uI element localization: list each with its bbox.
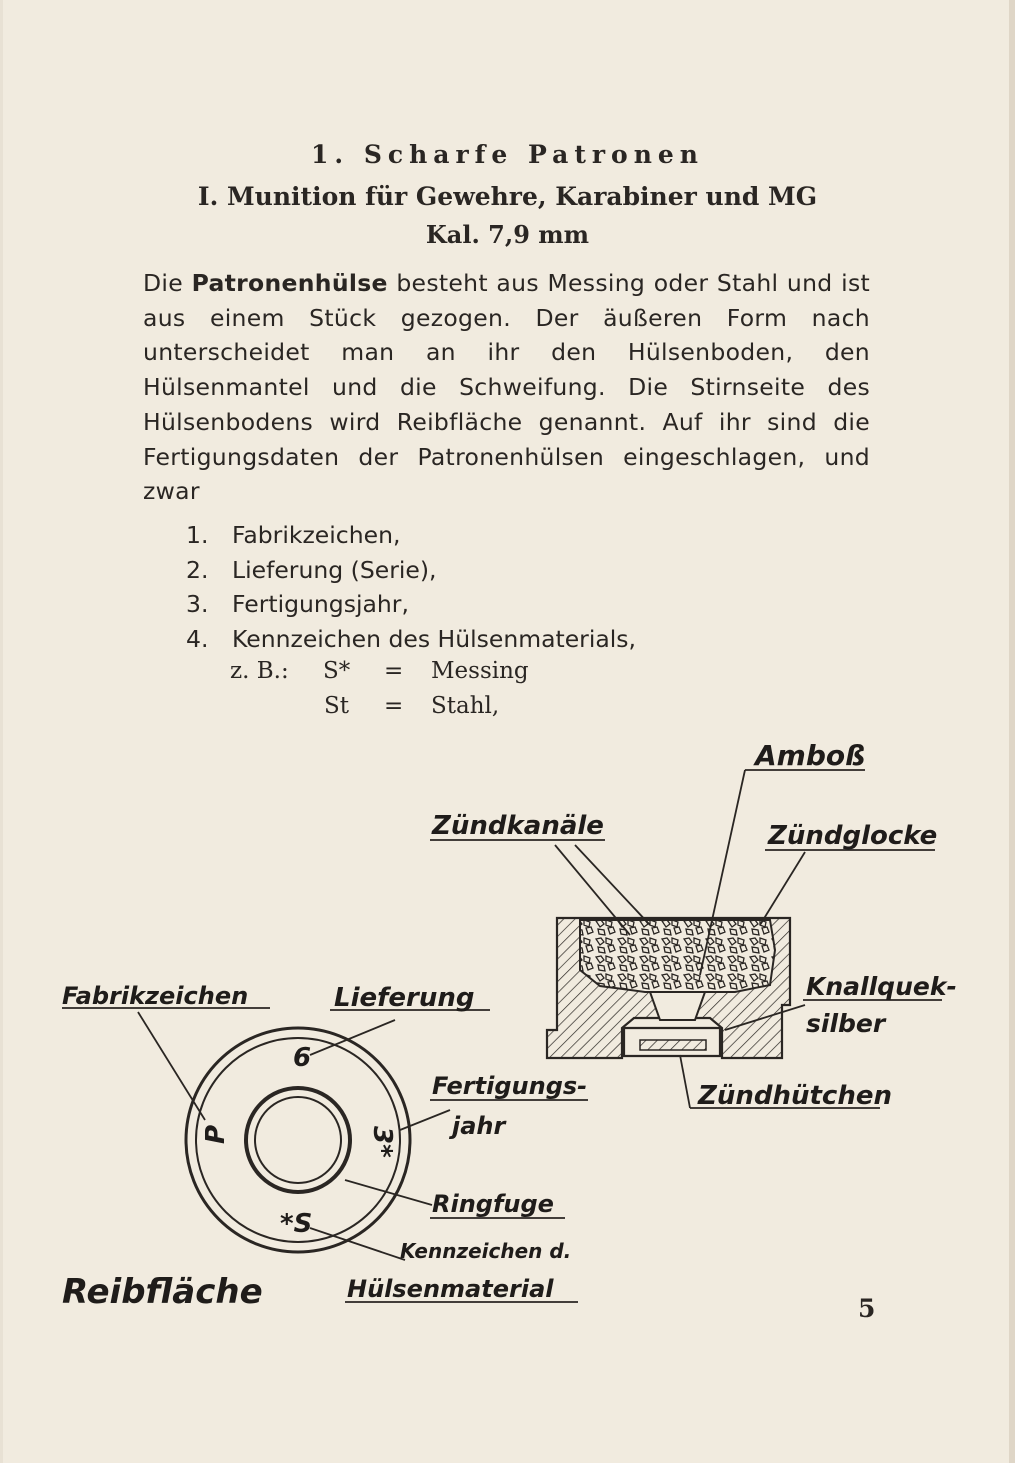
example-equals: = [384,658,404,684]
list-item [186,587,636,622]
label-reibflaeche: Reibfläche [62,1272,263,1312]
label-fertigungsjahr: Fertigungs- [432,1072,588,1100]
list-number: 3. [186,590,209,619]
stamp-fabrik: P [201,1124,231,1144]
primer-section-diagram [547,918,790,1058]
list-text: Fertigungsjahr, [232,590,409,619]
label-ringfuge: Ringfuge [432,1190,554,1218]
label-lieferung: Lieferung [334,983,475,1013]
label-zuendglocke: Zündglocke [768,821,938,851]
case-head-face [186,1028,410,1252]
label-zuendkanaele: Zündkanäle [432,811,604,841]
example-meaning: Messing [431,658,529,684]
list-text: Fabrikzeichen, [232,521,401,549]
page-title: I. Munition für Gewehre, Karabiner und MG [197,182,818,211]
mercury-fulminate [640,1040,706,1050]
label-huelsenmaterial: Hülsenmaterial [347,1275,554,1303]
section-heading: 1. Scharfe Patronen [311,140,704,169]
paragraph-bold-term: Patronenhülse [191,269,388,297]
paragraph-intro: Die [143,269,183,297]
label-amboss: Amboß [755,739,866,772]
example-code: St [324,693,349,719]
example-equals: = [384,693,404,719]
ring-groove [246,1088,350,1192]
list-number: 2. [186,555,209,584]
list-item [186,622,636,657]
list-item [186,553,636,588]
example-prefix: z. B.: [230,658,289,684]
data-list [186,518,636,656]
label-fertigungsjahr-cont: jahr [452,1112,506,1140]
stamp-lieferung: 6 [293,1043,312,1073]
list-number: 4. [186,624,209,653]
powder-cavity [580,920,775,992]
caliber-heading: Kal. 7,9 mm [425,220,590,249]
label-kennzeichen: Kennzeichen d. [400,1239,572,1263]
stamp-material: *S [280,1209,313,1239]
label-knallquek: Knallquek- [806,972,957,1001]
example-meaning: Stahl, [431,693,500,719]
list-text: Kennzeichen des Hülsenmaterials, [232,624,637,653]
cartridge-diagram [0,720,1015,1320]
body-paragraph [143,266,870,509]
primer-pocket [255,1097,341,1183]
label-fabrikzeichen: Fabrikzeichen [62,982,249,1010]
list-item [186,518,636,553]
list-number: 1. [186,521,209,549]
stamp-jahr: 3* [367,1126,397,1158]
anvil [650,992,705,1020]
list-text: Lieferung (Serie), [232,555,437,584]
paragraph-body: besteht aus Messing oder Stahl und ist aus einem Stück gezogen. Der äußeren Form nach unterscheidet man an ihr den Hülsenboden, den Hülsenmantel und die Schweifung. Die Stirnseite des Hülsenbodens wird Reibfläche genannt. Auf ihr sind die Fertigungsdaten der Patronenhülsen eingeschlagen, und zwar [143,269,870,506]
example-code: S* [323,658,351,684]
label-zuendhuetchen: Zündhütchen [698,1081,892,1111]
page-number: 5 [858,1294,876,1323]
label-knallquek-cont: silber [806,1009,886,1038]
